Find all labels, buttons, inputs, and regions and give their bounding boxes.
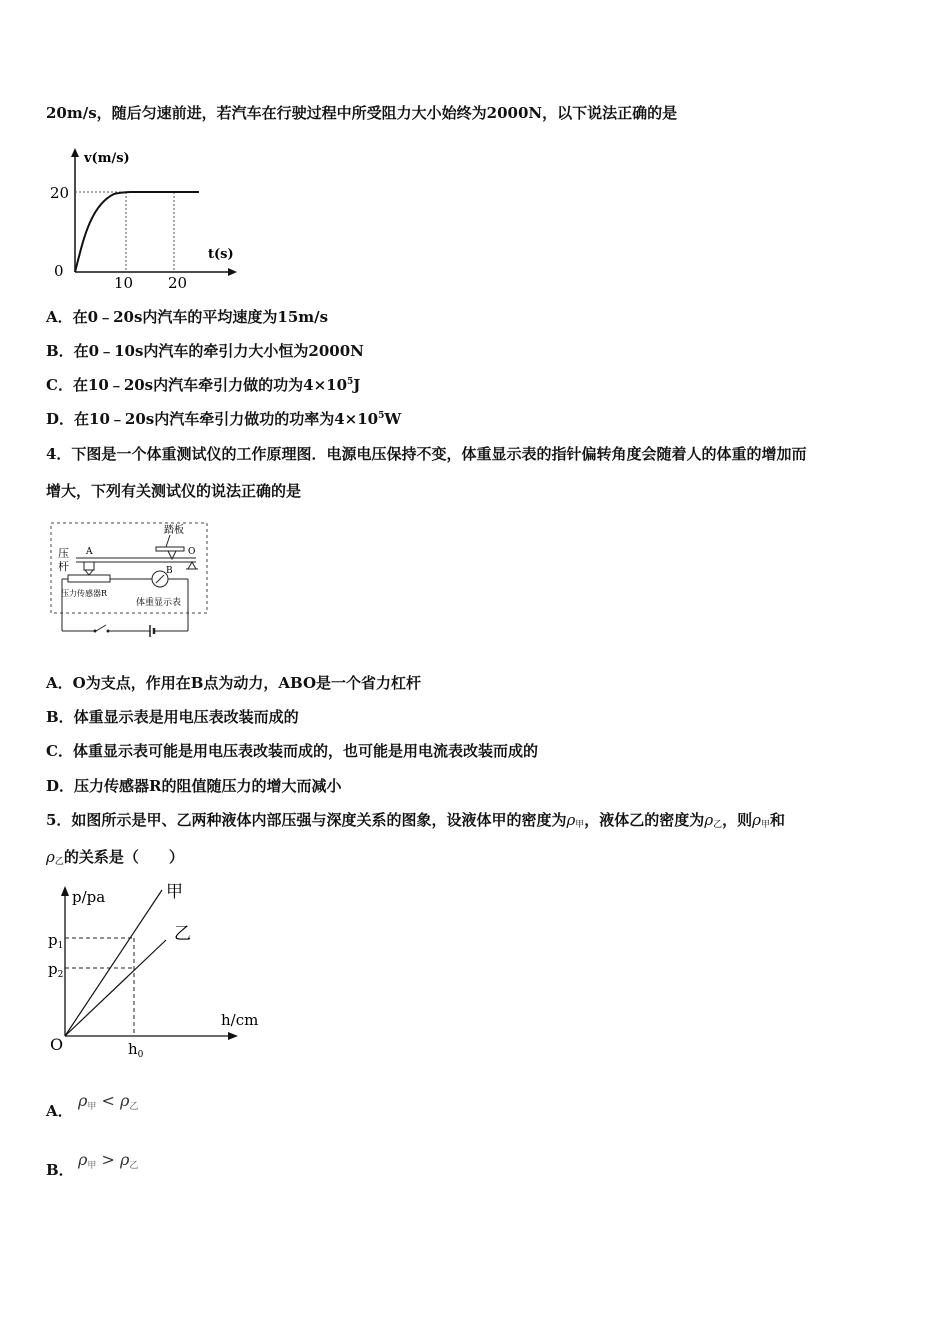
p1-label: $p_1$ — [48, 931, 64, 951]
pedal-label: 踏板 — [164, 525, 184, 536]
q4-option-b[interactable]: B．体重显示表是用电压表改装而成的 — [46, 708, 299, 726]
line-jia-label: 甲 — [166, 882, 183, 902]
q3-option-b[interactable]: B．在0﹣10s内汽车的牵引力大小恒为2000N — [46, 342, 364, 360]
point-b-label: B — [166, 566, 173, 576]
q5-option-a-formula: $\rho_甲 < \rho_乙$ — [78, 1091, 139, 1112]
h0-label: $h_0$ — [128, 1040, 144, 1060]
q4-option-c[interactable]: C．体重显示表可能是用电压表改装而成的，也可能是用电流表改装而成的 — [46, 742, 538, 760]
q5-option-b-label[interactable]: B． — [46, 1161, 74, 1179]
point-o-label: O — [188, 547, 196, 557]
graph-origin-label: O — [50, 1035, 64, 1054]
press-rod-label-1: 压 — [58, 547, 69, 560]
point-a-label: A — [86, 547, 93, 557]
p-axis-label: p/pa — [72, 888, 106, 906]
origin-label: 0 — [54, 262, 64, 280]
q5-stem-line-1: 5．如图所示是甲、乙两种液体内部压强与深度关系的图象，设液体甲的密度为$\rho_甲$，液体乙的密度为$\rho_乙$，则$\rho_甲$和 — [46, 811, 786, 830]
pressure-depth-graph — [44, 880, 274, 1065]
q3-option-d[interactable]: D．在10﹣20s内汽车牵引力做功的功率为$4\times 10^5W$ — [46, 410, 402, 428]
q4-option-d[interactable]: D．压力传感器R的阻值随压力的增大而减小 — [46, 777, 342, 795]
p2-label: $p_2$ — [48, 960, 64, 980]
q4-stem-line-1: 4．下图是一个体重测试仪的工作原理图．电源电压保持不变，体重显示表的指针偏转角度会随着人的体重的增加而 — [46, 445, 807, 463]
weight-scale-circuit-diagram — [46, 519, 216, 641]
display-label: 体重显示表 — [136, 598, 182, 608]
q5-option-b-formula: $\rho_甲 > \rho_乙$ — [78, 1150, 139, 1171]
q3-option-a[interactable]: A．在0﹣20s内汽车的平均速度为15m/s — [46, 308, 329, 326]
line-yi-label: 乙 — [174, 924, 191, 944]
h-axis-label: h/cm — [221, 1011, 259, 1029]
q5-stem-line-2: $\rho_乙$的关系是（ ） — [46, 848, 184, 867]
t-axis-label: t(s) — [208, 247, 234, 262]
q3-option-c[interactable]: C．在10﹣20s内汽车牵引力做的功为$4\times 10^5J$ — [46, 376, 361, 394]
press-rod-label-2: 杆 — [58, 560, 69, 573]
q5-option-a-label[interactable]: A． — [46, 1102, 73, 1120]
v-axis-label: v(m/s) — [84, 151, 130, 166]
q4-stem-line-2: 增大，下列有关测试仪的说法正确的是 — [46, 482, 302, 500]
sensor-label: 压力传感器R — [61, 589, 108, 598]
t-tick-10: 10 — [114, 274, 134, 292]
q3-intro: 20m/s，随后匀速前进，若汽车在行驶过程中所受阻力大小始终为2000N，以下说法正确的是 — [46, 104, 678, 122]
t-tick-20: 20 — [168, 274, 188, 292]
q4-option-a[interactable]: A．O为支点，作用在B点为动力，ABO是一个省力杠杆 — [46, 674, 422, 692]
velocity-time-graph — [44, 146, 244, 296]
v-tick-20: 20 — [50, 184, 70, 202]
